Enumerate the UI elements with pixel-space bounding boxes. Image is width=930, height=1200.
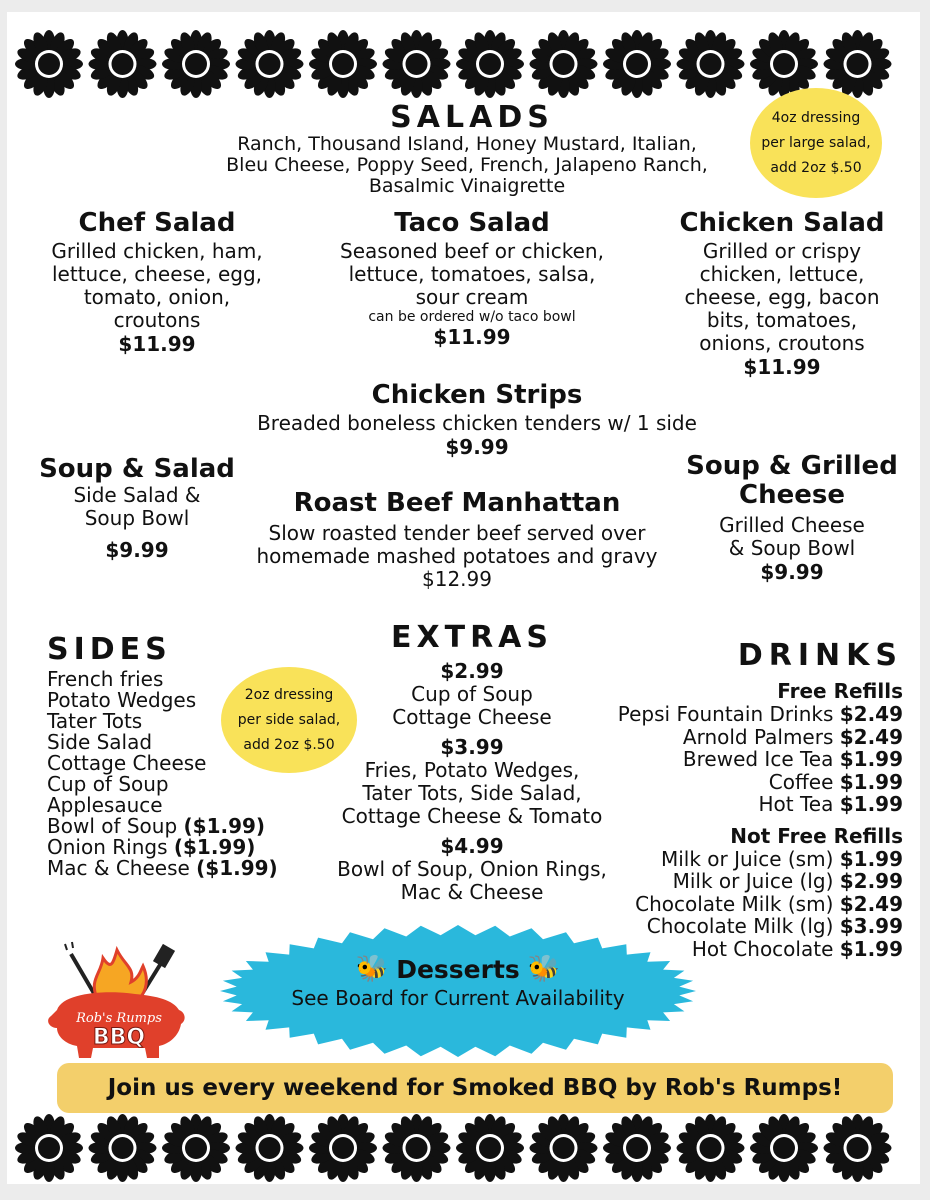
sunflower-icon [456, 1114, 524, 1182]
drink-name: Milk or Juice (lg) [672, 869, 834, 893]
dish-desc-line: Seasoned beef or chicken, [340, 239, 604, 263]
drink-price: $1.99 [839, 747, 903, 771]
bee-icon: 🐝 [355, 954, 389, 984]
side-item: Tater Tots [47, 709, 143, 733]
dish-price: $9.99 [760, 560, 824, 584]
sunflower-icon [89, 1114, 157, 1182]
dish-desc-line: Soup Bowl [84, 506, 190, 530]
bubble-line: per large salad, [761, 134, 871, 151]
sunflower-icon [677, 1114, 745, 1182]
roast-beef-item [232, 488, 682, 591]
extras-item: Tater Tots, Side Salad, [362, 781, 582, 805]
dish-name: Taco Salad [394, 208, 550, 238]
sunflower-border-top [7, 24, 920, 104]
dish-price: $9.99 [105, 538, 169, 562]
dish-desc-line: Slow roasted tender beef served over [268, 521, 646, 545]
dressing-line: Ranch, Thousand Island, Honey Mustard, Italian, [237, 133, 697, 155]
dish-desc-line: homemade mashed potatoes and gravy [256, 544, 658, 568]
drink-price: $2.49 [839, 724, 903, 749]
dish-desc-line: tomato, onion, [83, 285, 231, 309]
sunflower-icon [309, 30, 377, 98]
drink-row [567, 848, 903, 871]
sunflower-icon [383, 30, 451, 98]
drinks-header: DRINKS [737, 638, 903, 673]
sunflower-icon [383, 1114, 451, 1182]
drink-price: $1.99 [839, 936, 903, 961]
drink-price: $2.99 [839, 869, 903, 893]
drink-name: Chocolate Milk (sm) [635, 891, 834, 916]
dish-desc-line: onions, croutons [699, 331, 865, 355]
dish-price: $11.99 [433, 325, 511, 349]
dish-desc-line: bits, tomatoes, [706, 308, 858, 332]
sunflower-icon [456, 30, 524, 98]
sunflower-icon [824, 30, 892, 98]
taco-bowl-note: can be ordered w/o taco bowl [368, 309, 576, 325]
sunflower-icon [309, 1114, 377, 1182]
dish-desc-line: lettuce, tomatoes, salsa, [348, 262, 596, 286]
dish-price: $11.99 [743, 355, 821, 379]
drink-row [567, 748, 903, 771]
dish-desc-line: Grilled Cheese [719, 513, 865, 537]
extras-item: Cottage Cheese & Tomato [341, 804, 603, 828]
dressing-line: Basalmic Vinaigrette [368, 175, 566, 197]
side-price: ($1.99) [196, 856, 278, 880]
sunflower-icon [750, 1114, 818, 1182]
sunflower-icon [162, 1114, 230, 1182]
side-name: Bowl of Soup [47, 814, 178, 838]
sunflower-icon [15, 30, 83, 98]
menu-page [7, 12, 920, 1184]
bee-icon: 🐝 [527, 954, 561, 984]
side-name: Onion Rings [47, 835, 168, 859]
salads-header: SALADS [390, 100, 554, 135]
extras-item: Cottage Cheese [392, 705, 552, 729]
dish-desc-line: & Soup Bowl [728, 536, 856, 560]
dish-desc-line: sour cream [415, 285, 529, 309]
weekend-bbq-banner [57, 1063, 893, 1113]
large-salad-dressing-bubble [750, 88, 882, 198]
drink-row [567, 771, 903, 794]
sunflower-icon [824, 1114, 892, 1182]
desserts-subtitle: See Board for Current Availability [291, 986, 625, 1010]
side-item-paid [47, 858, 297, 879]
bubble-line: 2oz dressing [244, 686, 334, 703]
drink-row [567, 703, 903, 726]
dish-desc: Breaded boneless chicken tenders w/ 1 side [257, 411, 697, 435]
dressing-list [187, 134, 747, 197]
side-price: ($1.99) [183, 814, 266, 838]
bubble-line: 4oz dressing [771, 109, 861, 126]
sunflower-icon [236, 1114, 304, 1182]
drink-row [567, 893, 903, 916]
robs-rumps-bbq-logo [39, 940, 189, 1070]
drink-name: Brewed Ice Tea [682, 747, 834, 771]
dish-name: Soup & Salad [39, 454, 235, 484]
dish-price: $12.99 [422, 567, 492, 591]
extras-item: Fries, Potato Wedges, [364, 758, 580, 782]
drink-price: $3.99 [839, 914, 903, 938]
drink-name: Coffee [768, 769, 834, 794]
sides-header: SIDES [47, 632, 172, 667]
extras-item: Bowl of Soup, Onion Rings, [337, 857, 607, 881]
chef-salad-item [27, 208, 287, 356]
bubble-line: per side salad, [237, 711, 341, 728]
dressing-line: Bleu Cheese, Poppy Seed, French, Jalapeno Ranch, [226, 154, 708, 176]
dish-desc-line: croutons [113, 308, 201, 332]
dish-desc-line: Grilled or crispy [702, 239, 862, 263]
desserts-title: Desserts [396, 954, 520, 984]
sunflower-icon [530, 30, 598, 98]
dish-desc-line: chicken, lettuce, [699, 262, 865, 286]
drink-price: $2.49 [839, 891, 903, 916]
extras-item: Cup of Soup [411, 682, 533, 706]
drink-price: $1.99 [839, 769, 903, 794]
drink-name: Hot Chocolate [691, 936, 834, 961]
drink-name: Pepsi Fountain Drinks [617, 702, 834, 726]
side-item: Potato Wedges [47, 688, 197, 712]
dish-name: Chef Salad [78, 208, 236, 238]
sunflower-border-bottom [7, 1108, 920, 1184]
sunflower-icon [15, 1114, 83, 1182]
drink-price: $1.99 [839, 846, 903, 871]
bubble-line: add 2oz $.50 [770, 159, 862, 176]
sunflower-icon [677, 30, 745, 98]
bubble-line: add 2oz $.50 [243, 736, 335, 753]
sunflower-icon [162, 30, 230, 98]
side-item: Cup of Soup [47, 772, 169, 796]
chicken-salad-item [667, 208, 897, 379]
extras-item: Mac & Cheese [400, 880, 544, 904]
dish-price: $11.99 [118, 332, 196, 356]
logo-line-1: Rob's Rumps [76, 1011, 162, 1026]
drink-row [567, 726, 903, 749]
drink-name: Chocolate Milk (lg) [646, 914, 834, 938]
dish-desc-line: Side Salad & [73, 483, 201, 507]
soup-grilled-cheese-item [677, 452, 907, 584]
dish-name: Roast Beef Manhattan [293, 488, 621, 518]
drink-row [567, 870, 903, 893]
drink-name: Milk or Juice (sm) [660, 846, 834, 871]
banner-text: Join us every weekend for Smoked BBQ by Rob's Rumps! [107, 1075, 843, 1101]
dish-name: Chicken Salad [679, 208, 885, 238]
dish-name: Cheese [739, 480, 845, 510]
dish-name: Chicken Strips [371, 380, 583, 410]
sunflower-icon [603, 1114, 671, 1182]
side-item-paid [47, 837, 297, 858]
dish-desc-line: lettuce, cheese, egg, [51, 262, 262, 286]
sunflower-icon [236, 30, 304, 98]
extras-price: $4.99 [440, 834, 504, 858]
side-price: ($1.99) [173, 835, 256, 859]
drinks-section [567, 638, 903, 960]
drink-price: $1.99 [839, 792, 903, 816]
chicken-strips-item [207, 380, 747, 459]
logo-line-2: BBQ [92, 1025, 146, 1050]
extras-price: $3.99 [440, 735, 504, 759]
dish-desc-line: Grilled chicken, ham, [51, 239, 263, 263]
dish-desc-line: cheese, egg, bacon [684, 285, 880, 309]
side-item-paid [47, 816, 297, 837]
sunflower-icon [603, 30, 671, 98]
side-name: Mac & Cheese [47, 856, 190, 880]
side-item: Applesauce [47, 793, 163, 817]
drink-name: Arnold Palmers [682, 724, 834, 749]
extras-price: $2.99 [440, 659, 504, 683]
side-item: French fries [47, 667, 164, 691]
drink-price: $2.49 [839, 702, 903, 726]
drink-row [567, 793, 903, 816]
free-refills-label: Free Refills [777, 679, 903, 703]
side-item: Side Salad [47, 730, 153, 754]
dish-name: Soup & Grilled [686, 451, 898, 481]
side-item: Cottage Cheese [47, 751, 207, 775]
desserts-callout [219, 954, 697, 1010]
not-free-refills-label: Not Free Refills [730, 823, 903, 848]
drink-name: Hot Tea [758, 792, 834, 816]
dish-price: $9.99 [445, 435, 509, 459]
taco-salad-item [317, 208, 627, 349]
soup-salad-item [27, 454, 247, 562]
extras-header: EXTRAS [390, 620, 553, 655]
sunflower-icon [89, 30, 157, 98]
sunflower-icon [530, 1114, 598, 1182]
